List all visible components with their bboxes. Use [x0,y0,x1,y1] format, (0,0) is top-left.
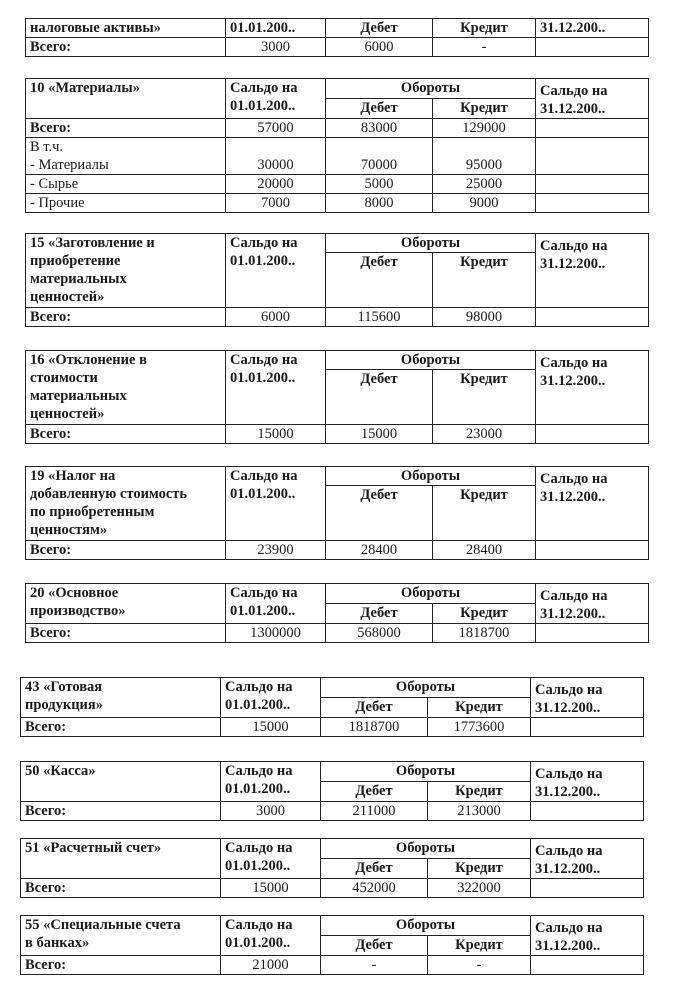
account-name-line: производство» [30,603,126,619]
turnover-header: Обороты [321,678,531,698]
header-row [21,839,644,859]
debit-value: 6000 [326,38,433,57]
account-name-line: 50 «Касса» [25,763,96,779]
date-end: 31.12.200.. [540,489,606,505]
saldo-end-label: Сальдо на [540,355,608,371]
account-table-50 [20,761,644,821]
date-start: 01.01.200.. [230,98,296,114]
date-start: 01.01.200.. [230,486,296,502]
total-row [26,308,649,327]
row-label: - Материалы [30,157,109,173]
date-end: 31.12.200.. [535,784,601,800]
saldo-start-value: 23900 [226,541,326,560]
turnover-header: Обороты [321,839,531,859]
saldo-start-header [226,351,326,425]
saldo-end-value [536,308,649,327]
account-name-line: материальных [30,388,127,404]
credit-value: 28400 [433,541,536,560]
turnover-header: Обороты [321,916,531,936]
total-label: Всего: [21,802,221,821]
credit-header: Кредит [428,936,531,956]
debit-header: Дебет [326,99,433,119]
account-table-20 [25,583,649,643]
credit-value: 213000 [428,802,531,821]
credit-value: 1818700 [433,624,536,643]
account-name-line: приобретение [30,253,121,269]
credit-value: - [428,956,531,975]
saldo-start-label: Сальдо на [225,917,293,933]
date-start: 01.01.200.. [225,781,291,797]
account-name-line: добавленную стоимость [30,486,188,502]
date-end: 31.12.200.. [536,19,649,38]
debit-header: Дебет [321,698,428,718]
saldo-end-label: Сальдо на [540,471,608,487]
saldo-end-label: Сальдо на [540,83,608,99]
debit-value: 5000 [326,175,433,194]
credit-header: Кредит [433,99,536,119]
total-label: Всего: [21,718,221,737]
credit-value: 129000 [433,119,536,138]
total-label: Всего: [21,956,221,975]
account-name-line: ценностей» [30,406,105,422]
saldo-end-header [536,351,649,425]
date-start: 01.01.200.. [230,253,296,269]
account-name-line: 19 «Налог на [30,468,116,484]
header-row [21,678,644,698]
total-row [21,879,644,898]
debit-value: - [321,956,428,975]
account-name [21,839,221,879]
account-table-10 [25,78,649,213]
header-row [21,762,644,782]
total-row [26,38,649,57]
credit-value: 25000 [433,175,536,194]
total-label: Всего: [26,624,226,643]
debit-header: Дебет [321,936,428,956]
credit-value: 1773600 [428,718,531,737]
header-row [26,19,649,38]
credit-value: 9000 [433,194,536,213]
saldo-start-header [226,234,326,308]
credit-header: Кредит [428,782,531,802]
saldo-start-value: 3000 [226,38,326,57]
saldo-start-value: 15000 [226,425,326,444]
total-row [26,541,649,560]
total-label: Всего: [21,879,221,898]
header-row [26,584,649,604]
account-table-55 [20,915,644,975]
total-label: Всего: [26,541,226,560]
date-end: 31.12.200.. [540,606,606,622]
credit-header: Кредит [428,859,531,879]
breakdown-row [26,194,649,213]
date-end: 31.12.200.. [540,101,606,117]
breakdown-intro: В т.ч. [30,139,64,155]
saldo-start-header [221,762,321,802]
saldo-end-value [536,624,649,643]
credit-header: Кредит [433,19,536,38]
saldo-start-label: Сальдо на [230,585,298,601]
saldo-end-label: Сальдо на [535,766,603,782]
total-label: Всего: [26,425,226,444]
account-name [21,916,221,956]
saldo-start-value: 15000 [221,718,321,737]
saldo-start-label: Сальдо на [225,840,293,856]
account-name-line: ценностей» [30,289,105,305]
account-name-line: материальных [30,271,127,287]
debit-header: Дебет [326,486,433,541]
debit-value: 8000 [326,194,433,213]
account-table-16 [25,350,649,444]
saldo-start-label: Сальдо на [225,679,293,695]
credit-value: 322000 [428,879,531,898]
debit-value: 15000 [326,425,433,444]
account-name [21,762,221,802]
account-name-line: 20 «Основное [30,585,119,601]
saldo-start-header [226,584,326,624]
saldo-start-header [221,839,321,879]
total-row [21,718,644,737]
saldo-start-header [226,467,326,541]
date-end: 31.12.200.. [540,256,606,272]
date-start: 01.01.200.. [225,935,291,951]
credit-value: 23000 [433,425,536,444]
account-name: 10 «Материалы» [26,79,226,119]
header-row [26,79,649,99]
saldo-end-header [536,584,649,624]
total-label: Всего: [26,38,226,57]
total-row [26,425,649,444]
saldo-start-value: 6000 [226,308,326,327]
account-name-line: стоимости [30,370,98,386]
credit-header: Кредит [428,698,531,718]
saldo-start-value: 57000 [226,119,326,138]
saldo-end-value [536,119,649,138]
debit-header: Дебет [326,604,433,624]
debit-header: Дебет [326,19,433,38]
credit-header: Кредит [433,370,536,425]
account-table-19 [25,466,649,560]
breakdown-label [26,138,226,175]
account-table-43 [20,677,644,737]
debit-value: 211000 [321,802,428,821]
credit-value: 95000 [433,138,536,175]
saldo-end-value [531,879,644,898]
total-label: Всего: [26,119,226,138]
saldo-start-value: 30000 [226,138,326,175]
header-row [26,351,649,370]
saldo-end-value [531,802,644,821]
breakdown-row [26,138,649,175]
saldo-end-header [531,839,644,879]
saldo-end-header [536,234,649,308]
saldo-end-label: Сальдо на [540,588,608,604]
saldo-end-header [536,79,649,119]
date-end: 31.12.200.. [535,700,601,716]
debit-value: 70000 [326,138,433,175]
account-table-deferred-tax [25,18,649,57]
account-name [26,584,226,624]
date-start: 01.01.200.. [225,858,291,874]
debit-header: Дебет [326,370,433,425]
saldo-start-header [226,79,326,119]
date-start: 01.01.200.. [225,697,291,713]
account-table-15 [25,233,649,327]
saldo-end-value [536,138,649,175]
saldo-end-value [536,38,649,57]
account-name-line: ценностям» [30,522,108,538]
saldo-end-value [536,425,649,444]
saldo-end-label: Сальдо на [535,920,603,936]
debit-header: Дебет [321,782,428,802]
saldo-end-label: Сальдо на [535,843,603,859]
debit-value: 83000 [326,119,433,138]
account-name-line: 51 «Расчетный счет» [25,840,162,856]
saldo-end-value [531,956,644,975]
turnover-header: Обороты [326,79,536,99]
saldo-start-value: 1300000 [226,624,326,643]
saldo-start-label: Сальдо на [230,80,298,96]
total-row [26,119,649,138]
debit-value: 568000 [326,624,433,643]
saldo-end-value [531,718,644,737]
debit-value: 452000 [321,879,428,898]
saldo-end-value [536,194,649,213]
saldo-start-header [221,916,321,956]
saldo-start-value: 20000 [226,175,326,194]
header-row [26,467,649,486]
account-name-line: 15 «Заготовление и [30,235,155,251]
date-end: 31.12.200.. [540,373,606,389]
credit-value: - [433,38,536,57]
saldo-start-value: 21000 [221,956,321,975]
saldo-start-label: Сальдо на [230,352,298,368]
debit-value: 28400 [326,541,433,560]
date-start: 01.01.200.. [230,370,296,386]
debit-value: 1818700 [321,718,428,737]
date-start: 01.01.200.. [226,19,326,38]
turnover-header: Обороты [326,351,536,370]
header-row [21,916,644,936]
header-row [26,234,649,253]
date-end: 31.12.200.. [535,938,601,954]
debit-value: 115600 [326,308,433,327]
account-name-line: 16 «Отклонение в [30,352,147,368]
account-name-line: продукция» [25,697,103,713]
credit-value: 98000 [433,308,536,327]
saldo-start-label: Сальдо на [230,235,298,251]
date-start: 01.01.200.. [230,603,296,619]
debit-header: Дебет [326,253,433,308]
account-name-line: 43 «Готовая [25,679,103,695]
date-end: 31.12.200.. [535,861,601,877]
account-name-line: по приобретенным [30,504,155,520]
account-table-51 [20,838,644,898]
total-row [21,956,644,975]
saldo-start-value: 15000 [221,879,321,898]
account-name [26,234,226,308]
row-label: - Прочие [26,194,226,213]
debit-header: Дебет [321,859,428,879]
saldo-end-label: Сальдо на [535,682,603,698]
credit-header: Кредит [433,486,536,541]
saldo-end-value [536,541,649,560]
saldo-start-value: 3000 [221,802,321,821]
total-row [26,624,649,643]
account-name [26,351,226,425]
saldo-start-label: Сальдо на [230,468,298,484]
saldo-end-header [536,467,649,541]
saldo-end-label: Сальдо на [540,238,608,254]
saldo-end-header [531,916,644,956]
saldo-end-header [531,678,644,718]
account-name [21,678,221,718]
account-name: налоговые активы» [26,19,226,38]
saldo-start-value: 7000 [226,194,326,213]
breakdown-row [26,175,649,194]
turnover-header: Обороты [326,584,536,604]
account-name-line: 55 «Специальные счета [25,917,181,933]
turnover-header: Обороты [321,762,531,782]
account-name-line: в банках» [25,935,90,951]
saldo-end-value [536,175,649,194]
saldo-start-label: Сальдо на [225,763,293,779]
total-label: Всего: [26,308,226,327]
turnover-header: Обороты [326,467,536,486]
saldo-start-header [221,678,321,718]
account-name [26,467,226,541]
credit-header: Кредит [433,604,536,624]
total-row [21,802,644,821]
saldo-end-header [531,762,644,802]
turnover-header: Обороты [326,234,536,253]
credit-header: Кредит [433,253,536,308]
row-label: - Сырье [26,175,226,194]
